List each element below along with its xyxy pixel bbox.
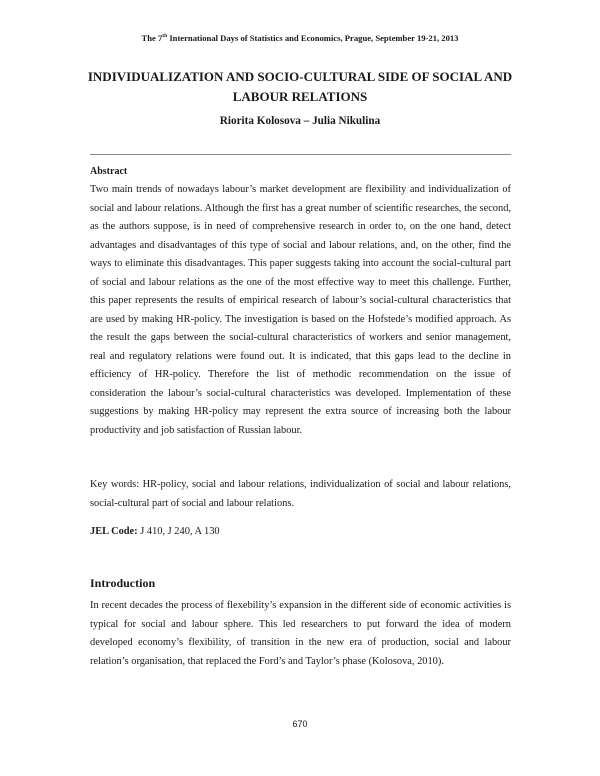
divider <box>90 154 511 155</box>
introduction-heading: Introduction <box>90 576 156 590</box>
paper-title: INDIVIDUALIZATION AND SOCIO-CULTURAL SIDE OF SOCIAL AND LABOUR RELATIONS <box>87 69 513 104</box>
authors: Riorita Kolosova – Julia Nikulina <box>219 115 381 127</box>
introduction-text: In recent decades the process of flexebility’s expansion in the different side of economic activities is typical for social and labour sphere. This led researchers to put forward the idea of modern developed economy’s flexibility, of transition in the new era of production, social and labour relation’s organisation, that replaced the Ford’s and Taylor’s phase (Kolosova, 2010). <box>90 600 511 667</box>
abstract-heading: Abstract <box>90 166 128 177</box>
abstract-text: Two main trends of nowadays labour’s market development are flexibility and individualization of social and labour relations. Although the first has a great number of scientific researches, the second, as the authors suppose, is in need of comprehensive research in order to, on the one hand, detect advantages and disadvantages of this type of social and labour relations, and, on the other, find the ways to eliminate this disadvantages. This paper suggests taking into account the social-cultural part of social and labour relations as the one of the most effective way to meet this challenge. Further, this paper represents the results of empirical research of labour’s social-cultural characteristics that are used by making HR-policy. The investigation is based on the Hofstede’s modified approach. As the result the gaps between the social-cultural characteristics of workers and senior management, real and regulatory relations were found out. It is indicated, that this gaps lead to the decline in efficiency of HR-policy. Therefore the list of methodic recommendation on the issue of consideration the labour’s social-cultural characteristics was developed. Implementation of these suggestions by making HR-policy may represent the extra source of increasing both the labour productivity and job satisfaction of Russian labour. <box>90 184 511 436</box>
conference-header: The 7th International Days of Statistics and Economics, Prague, September 19-21, 2013 <box>141 33 459 43</box>
page-number: 670 <box>292 719 308 729</box>
keywords: Key words: HR-policy, social and labour relations, individualization of social and labour relations, social-cultural part of social and labour relations. <box>90 479 511 509</box>
jel-codes: JEL Code: J 410, J 240, A 130 <box>90 526 220 537</box>
